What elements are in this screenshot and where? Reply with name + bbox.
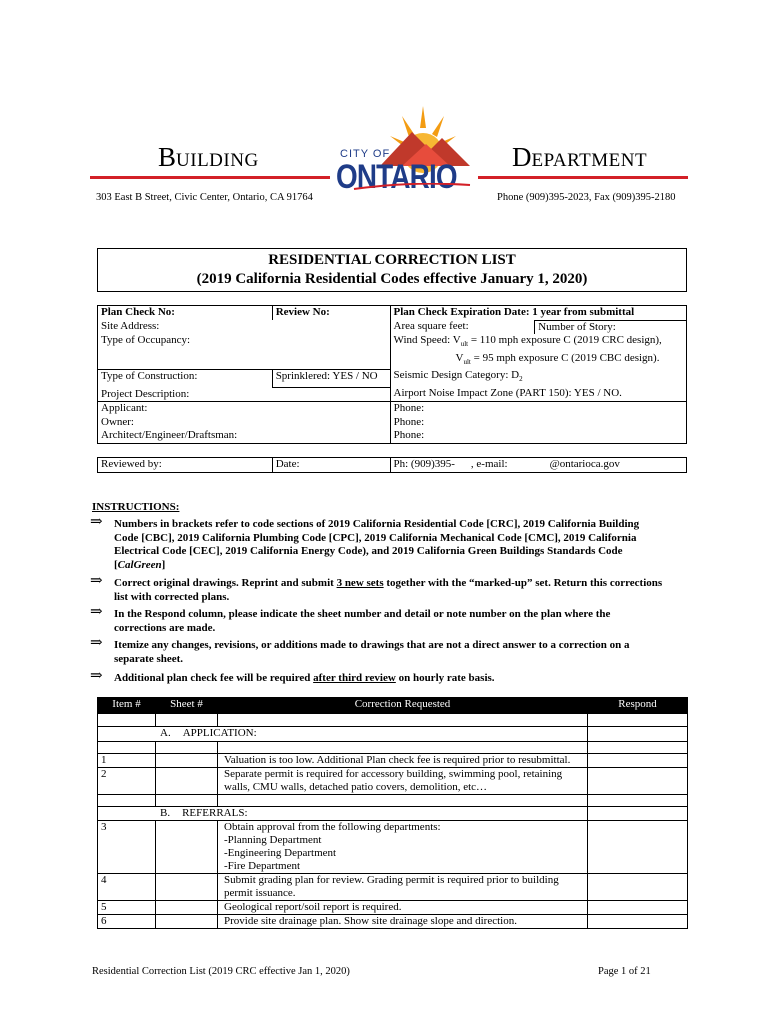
email-label: , e-mail: — [470, 458, 508, 470]
header-rule-right — [478, 176, 688, 179]
phone-fax: Phone (909)395-2023, Fax (909)395-2180 — [497, 192, 676, 203]
table-row: 6 Provide site drainage plan. Show site drainage slope and direction. — [98, 915, 688, 929]
logo-ontario: ONTARIO — [336, 158, 457, 196]
table-header-row — [98, 698, 688, 714]
reviewed-by-label: Reviewed by: — [101, 458, 162, 470]
expiration-label: Plan Check Expiration Date: 1 year from submittal — [393, 306, 635, 318]
section-b-title: REFERRALS: — [182, 807, 248, 819]
review-no-label: Review No: — [275, 306, 330, 318]
owner-label: Owner: — [101, 415, 134, 428]
plan-check-info-table: Plan Check No: Review No: Plan Check Expiration Date: 1 year from submittal Site Address: Area square feet: Number of Story: Type of Occupancy: Wind Speed: $V_{ult} = 110$ mph exposure C (2019 CRC design), $V_{ult} = 95$ mph exposure C (2019 CBC design). Type of Construction: Sprinklered: YES / NO Seismic Design Category: $D_2$ Project Description: Airport Noise Impact Zone (PART 150): YES / NO. — [97, 305, 687, 402]
owner-phone-label: Phone: — [393, 415, 425, 428]
arrow-icon: ⇒ — [90, 668, 103, 684]
correction-header: Correction Requested — [218, 698, 588, 714]
arrow-icon: ⇒ — [90, 514, 103, 530]
table-row: 5 Geological report/soil report is required. — [98, 901, 688, 915]
title-line-1: RESIDENTIAL CORRECTION LIST — [268, 252, 516, 268]
sprinklered-label: Sprinklered: YES / NO — [275, 369, 378, 382]
correction-table — [97, 697, 688, 929]
architect-label: Architect/Engineer/Draftsman: — [101, 429, 238, 441]
building-initial: B — [158, 142, 177, 172]
respond-header: Respond — [588, 698, 688, 714]
date-label: Date: — [275, 458, 300, 470]
number-of-story-label: Number of Story: — [538, 320, 616, 333]
department-initial: D — [512, 142, 532, 172]
sheet-header: Sheet # — [156, 698, 218, 714]
applicant-label: Applicant: — [101, 402, 148, 414]
footer-left: Residential Correction List (2019 CRC effective Jan 1, 2020) — [92, 966, 350, 977]
table-row: 1 Valuation is too low. Additional Plan check fee is required prior to resubmittal. — [98, 754, 688, 768]
table-row — [98, 742, 688, 754]
arrow-icon: ⇒ — [90, 573, 103, 589]
project-description-label: Project Description: — [101, 387, 190, 400]
item-header: Item # — [98, 698, 156, 714]
instruction-item-2: ⇒ Correct original drawings. Reprint and submit 3 new sets together with the “marked-up” set. Return this corrections list with corrected plans. — [90, 573, 663, 603]
instructions-heading: INSTRUCTIONS: — [92, 501, 180, 513]
section-b-row: B. REFERRALS: — [98, 807, 688, 821]
title-line-2: (2019 California Residential Codes effective January 1, 2020) — [196, 271, 588, 287]
page-number: Page 1 of 21 — [598, 966, 651, 977]
section-a-row: A. APPLICATION: — [98, 727, 688, 742]
email-domain: @ontarioca.gov — [549, 458, 620, 470]
building-heading — [158, 142, 259, 173]
occupancy-label: Type of Occupancy: — [101, 334, 191, 346]
department-rest: EPARTMENT — [531, 150, 648, 171]
applicant-phone-label: Phone: — [393, 402, 425, 414]
contacts-table — [97, 401, 687, 444]
arrow-icon: ⇒ — [90, 604, 103, 620]
site-address-label: Site Address: — [101, 320, 160, 332]
table-row: 3 Obtain approval from the following departments: -Planning Department -Engineering Department -Fire Department — [98, 821, 688, 874]
instruction-item-5: ⇒ Additional plan check fee will be required after third review on hourly rate basis. — [90, 668, 495, 684]
title-box — [97, 248, 687, 292]
logo-city-of: CITY OF — [340, 148, 391, 160]
arrow-icon: ⇒ — [90, 635, 103, 651]
wind-speed-1: Wind Speed: $V_{ult} = 110$ mph exposure C (2019 CRC design), — [393, 334, 662, 349]
section-a-title: APPLICATION: — [182, 727, 257, 739]
logo-swoosh — [352, 178, 472, 184]
department-heading — [512, 142, 647, 173]
instruction-item-4: ⇒ Itemize any changes, revisions, or additions made to drawings that are not a direct answer to a correction on a separate sheet. — [90, 635, 630, 665]
architect-phone-label: Phone: — [393, 429, 425, 441]
instruction-item-1: ⇒ Numbers in brackets refer to code sections of 2019 California Residential Code [CRC], 2019 California Building Code [CBC], 2019 California Plumbing Code [CPC], 2019 California Mechanical Code [CMC], 2019 California Electrical Code [CEC], 2019 California Energy Code), and 2019 California Green Buildings Standards Code [CalGreen] — [90, 514, 640, 571]
table-row — [98, 795, 688, 807]
construction-type-label: Type of Construction: — [101, 369, 198, 382]
header-rule-left — [90, 176, 330, 179]
table-row: 2 Separate permit is required for accessory building, swimming pool, retaining walls, CMU walls, detached patio covers, demolition, etc… — [98, 768, 688, 795]
table-row — [98, 714, 688, 727]
ph-label: Ph: (909)395- — [393, 458, 455, 470]
area-sqft-label: Area square feet: — [393, 320, 469, 332]
table-row: 4 Submit grading plan for review. Grading permit is required prior to building permit issuance. — [98, 874, 688, 901]
instruction-item-3: ⇒ In the Respond column, please indicate the sheet number and detail or note number on the plan where the corrections are made. — [90, 604, 611, 634]
building-rest: UILDING — [176, 150, 259, 171]
wind-speed-2: $V_{ult} = 95$ mph exposure C (2019 CBC design). — [455, 351, 660, 366]
airport-noise-label: Airport Noise Impact Zone (PART 150): YES / NO. — [393, 387, 622, 400]
reviewer-table — [97, 457, 687, 473]
seismic-label: Seismic Design Category: D — [393, 369, 520, 382]
plan-check-no-label: Plan Check No: — [101, 306, 175, 318]
address: 303 East B Street, Civic Center, Ontario, CA 91764 — [96, 192, 313, 203]
